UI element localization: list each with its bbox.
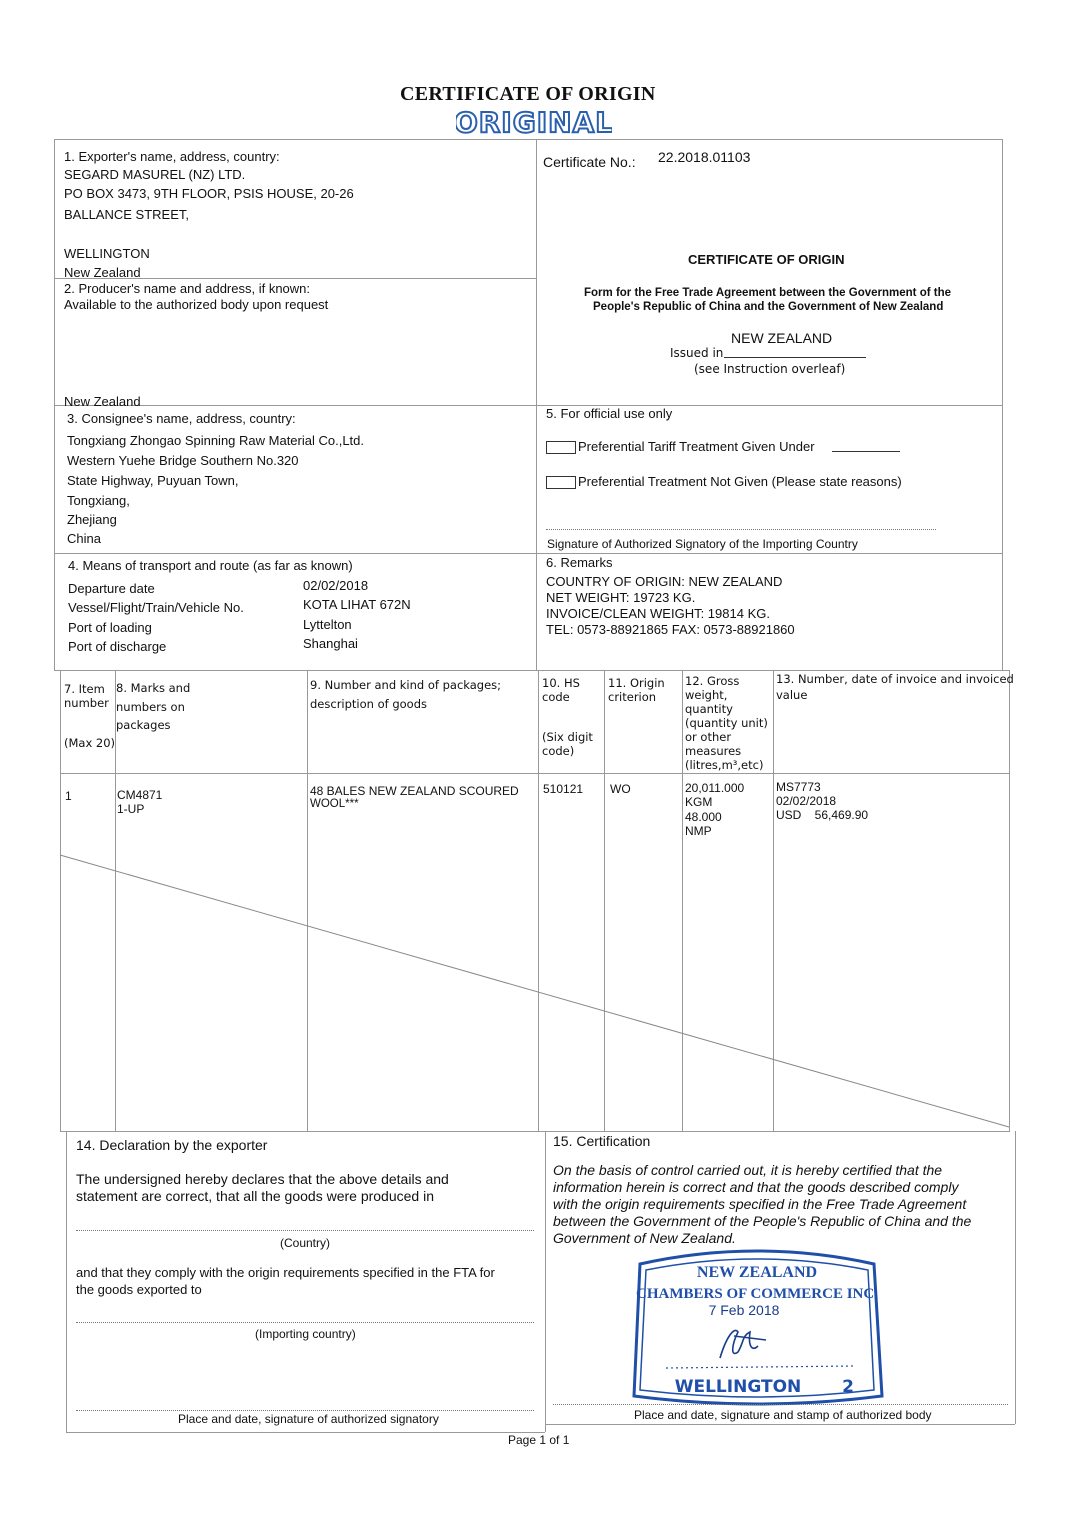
- certification-line-4: between the Government of the People's Republic of China and the: [553, 1213, 972, 1229]
- row-invoice-1: MS7773: [776, 780, 821, 794]
- exporter-line-5: WELLINGTON: [64, 246, 150, 261]
- remarks-line-3: INVOICE/CLEAN WEIGHT: 19814 KG.: [546, 606, 770, 621]
- row-description-2: WOOL***: [310, 798, 359, 810]
- header-item-1: 7. Item: [64, 682, 105, 696]
- row-invoice-2: 02/02/2018: [776, 794, 837, 808]
- importing-country-line: [76, 1322, 534, 1323]
- certification-line-5: Government of New Zealand.: [553, 1230, 736, 1246]
- original-stamp-text: ORIGINAL: [456, 106, 612, 138]
- consignee-line-1: Tongxiang Zhongao Spinning Raw Material Co.,Ltd.: [67, 433, 365, 448]
- row-quantity-1: 20,011.000: [685, 781, 745, 795]
- preferential-not-given-text: Preferential Treatment Not Given (Please state reasons): [578, 474, 902, 489]
- producer-country: New Zealand: [64, 394, 141, 409]
- consignee-line-6: China: [67, 531, 101, 546]
- row-quantity-2: KGM: [685, 795, 713, 809]
- header-invoice-1: 13. Number, date of invoice and invoiced: [776, 672, 1014, 686]
- header-origin-1: 11. Origin: [608, 676, 665, 690]
- header-origin-2: criterion: [608, 690, 657, 704]
- header-item-2: number: [64, 696, 109, 710]
- header-packages-2: description of goods: [310, 697, 427, 711]
- declaration-line-3: and that they comply with the origin requirements specified in the FTA for: [76, 1265, 495, 1280]
- document-title: CERTIFICATE OF ORIGIN: [400, 83, 656, 105]
- header-gross-2: weight,: [685, 688, 728, 702]
- country-caption: (Country): [280, 1236, 331, 1250]
- remarks-line-4: TEL: 0573-88921865 FAX: 0573-88921860: [546, 622, 795, 637]
- header-marks-2: numbers on: [116, 700, 185, 714]
- header-hs-2: code: [542, 690, 570, 704]
- consignee-line-3: State Highway, Puyuan Town,: [67, 473, 239, 488]
- transport-key-loading: Port of loading: [68, 620, 152, 635]
- transport-value-vessel: KOTA LIHAT 672N: [303, 597, 411, 612]
- stamp-date: 7 Feb 2018: [708, 1302, 780, 1318]
- transport-key-vessel: Vessel/Flight/Train/Vehicle No.: [68, 600, 244, 615]
- box15-divider: [545, 1131, 546, 1432]
- header-hs-4: code): [542, 744, 575, 758]
- consignee-line-5: Zhejiang: [67, 512, 117, 527]
- header-hs-3: (Six digit: [542, 730, 593, 744]
- declaration-line-1: The undersigned hereby declares that the above details and: [76, 1171, 449, 1187]
- chamber-stamp: [626, 1246, 888, 1406]
- box15-right-border: [1015, 1131, 1016, 1424]
- box5-signature-line: [546, 529, 936, 530]
- box6-label: 6. Remarks: [546, 555, 613, 570]
- page-number: Page 1 of 1: [508, 1433, 570, 1447]
- box14-label: 14. Declaration by the exporter: [76, 1137, 268, 1153]
- form-description-2: People's Republic of China and the Government of New Zealand: [593, 301, 944, 313]
- row-hs-code: 510121: [543, 782, 584, 796]
- box5-label: 5. For official use only: [546, 406, 673, 421]
- header-gross-6: measures: [685, 744, 742, 758]
- box15-label: 15. Certification: [553, 1133, 651, 1149]
- preferential-given-underline: [832, 451, 900, 452]
- header-invoice-2: value: [776, 688, 808, 702]
- certificate-no-label: Certificate No.:: [543, 154, 636, 170]
- header-gross-3: quantity: [685, 702, 733, 716]
- stamp-number: 2: [842, 1377, 854, 1397]
- box4-label: 4. Means of transport and route (as far as known): [68, 558, 353, 573]
- consignee-line-2: Western Yuehe Bridge Southern No.320: [67, 453, 299, 468]
- transport-value-departure: 02/02/2018: [303, 578, 369, 593]
- exporter-line-6: New Zealand: [64, 265, 141, 280]
- box15-signature-line: [553, 1404, 1008, 1405]
- box14-signature-line: [76, 1410, 534, 1411]
- form-description-1: Form for the Free Trade Agreement between the Government of the: [584, 287, 952, 299]
- row-marks-1: CM4871: [117, 788, 163, 802]
- preferential-given-option[interactable]: [546, 439, 815, 455]
- header-gross-5: or other: [685, 730, 732, 744]
- certification-line-2: information herein is correct and that the goods described comply: [553, 1179, 959, 1195]
- row-marks-2: 1-UP: [117, 802, 145, 816]
- exporter-line-1: SEGARD MASUREL (NZ) LTD.: [64, 167, 246, 182]
- box14-signature-caption: Place and date, signature of authorized signatory: [178, 1412, 439, 1426]
- box14-left-border: [66, 1131, 67, 1432]
- producer-text: Available to the authorized body upon request: [64, 297, 329, 312]
- row-origin-criterion: WO: [610, 782, 631, 796]
- remarks-line-2: NET WEIGHT: 19723 KG.: [546, 590, 696, 605]
- header-marks-1: 8. Marks and: [116, 681, 191, 695]
- header-marks-3: packages: [116, 718, 171, 732]
- country-line: [76, 1230, 534, 1231]
- box5-signature-label: Signature of Authorized Signatory of the Importing Country: [547, 537, 858, 551]
- header-gross-7: (litres,m³,etc): [685, 758, 764, 772]
- declaration-line-4: the goods exported to: [76, 1282, 202, 1297]
- row-item-number: 1: [65, 789, 72, 803]
- header-hs-1: 10. HS: [542, 676, 580, 690]
- instruction-note: (see Instruction overleaf): [694, 362, 846, 376]
- exporter-line-3: BALLANCE STREET,: [64, 207, 189, 222]
- certification-line-1: On the basis of control carried out, it is hereby certified that the: [553, 1162, 943, 1178]
- issued-in-label: Issued in: [670, 346, 724, 360]
- box2-label: 2. Producer's name and address, if known:: [64, 281, 311, 296]
- transport-key-departure: Departure date: [68, 581, 155, 596]
- exporter-line-2: PO BOX 3473, 9TH FLOOR, PSIS HOUSE, 20-26: [64, 186, 354, 201]
- header-item-3: (Max 20): [64, 736, 116, 750]
- header-gross-1: 12. Gross: [685, 674, 740, 688]
- box14-bottom-border: [66, 1432, 545, 1433]
- row-quantity-4: NMP: [685, 824, 712, 838]
- certificate-title: CERTIFICATE OF ORIGIN: [688, 252, 845, 267]
- remarks-line-1: COUNTRY OF ORIGIN: NEW ZEALAND: [546, 574, 783, 589]
- box15-signature-caption: Place and date, signature and stamp of authorized body: [634, 1408, 932, 1422]
- consignee-line-4: Tongxiang,: [67, 493, 130, 508]
- row-quantity-3: 48.000: [685, 810, 722, 824]
- header-gross-4: (quantity unit): [685, 716, 768, 730]
- preferential-not-given-option[interactable]: [546, 474, 902, 490]
- transport-key-discharge: Port of discharge: [68, 639, 167, 654]
- transport-value-discharge: Shanghai: [303, 636, 358, 651]
- certificate-no-value: 22.2018.01103: [658, 149, 751, 165]
- preferential-not-given-checkbox[interactable]: [546, 476, 576, 489]
- box1-label: 1. Exporter's name, address, country:: [64, 149, 280, 164]
- box15-bottom-border: [545, 1424, 1015, 1425]
- stamp-line-2: CHAMBERS OF COMMERCE INC.: [636, 1286, 878, 1302]
- preferential-given-text: Preferential Tariff Treatment Given Under: [578, 439, 815, 454]
- header-packages-1: 9. Number and kind of packages;: [310, 678, 502, 692]
- stamp-line-1: NEW ZEALAND: [696, 1264, 818, 1281]
- preferential-given-checkbox[interactable]: [546, 441, 576, 454]
- issued-in-underline: [724, 357, 866, 358]
- row-invoice-3: USD 56,469.90: [776, 808, 869, 822]
- row-description-1: 48 BALES NEW ZEALAND SCOURED: [310, 784, 519, 798]
- declaration-line-2: statement are correct, that all the goods were produced in: [76, 1188, 434, 1204]
- transport-value-loading: Lyttelton: [303, 617, 352, 632]
- importing-country-caption: (Importing country): [255, 1327, 356, 1341]
- issued-in-value: NEW ZEALAND: [731, 330, 833, 346]
- box3-label: 3. Consignee's name, address, country:: [67, 411, 296, 426]
- certification-line-3: with the origin requirements specified in the Free Trade Agreement: [553, 1196, 967, 1212]
- stamp-city: WELLINGTON: [674, 1377, 802, 1397]
